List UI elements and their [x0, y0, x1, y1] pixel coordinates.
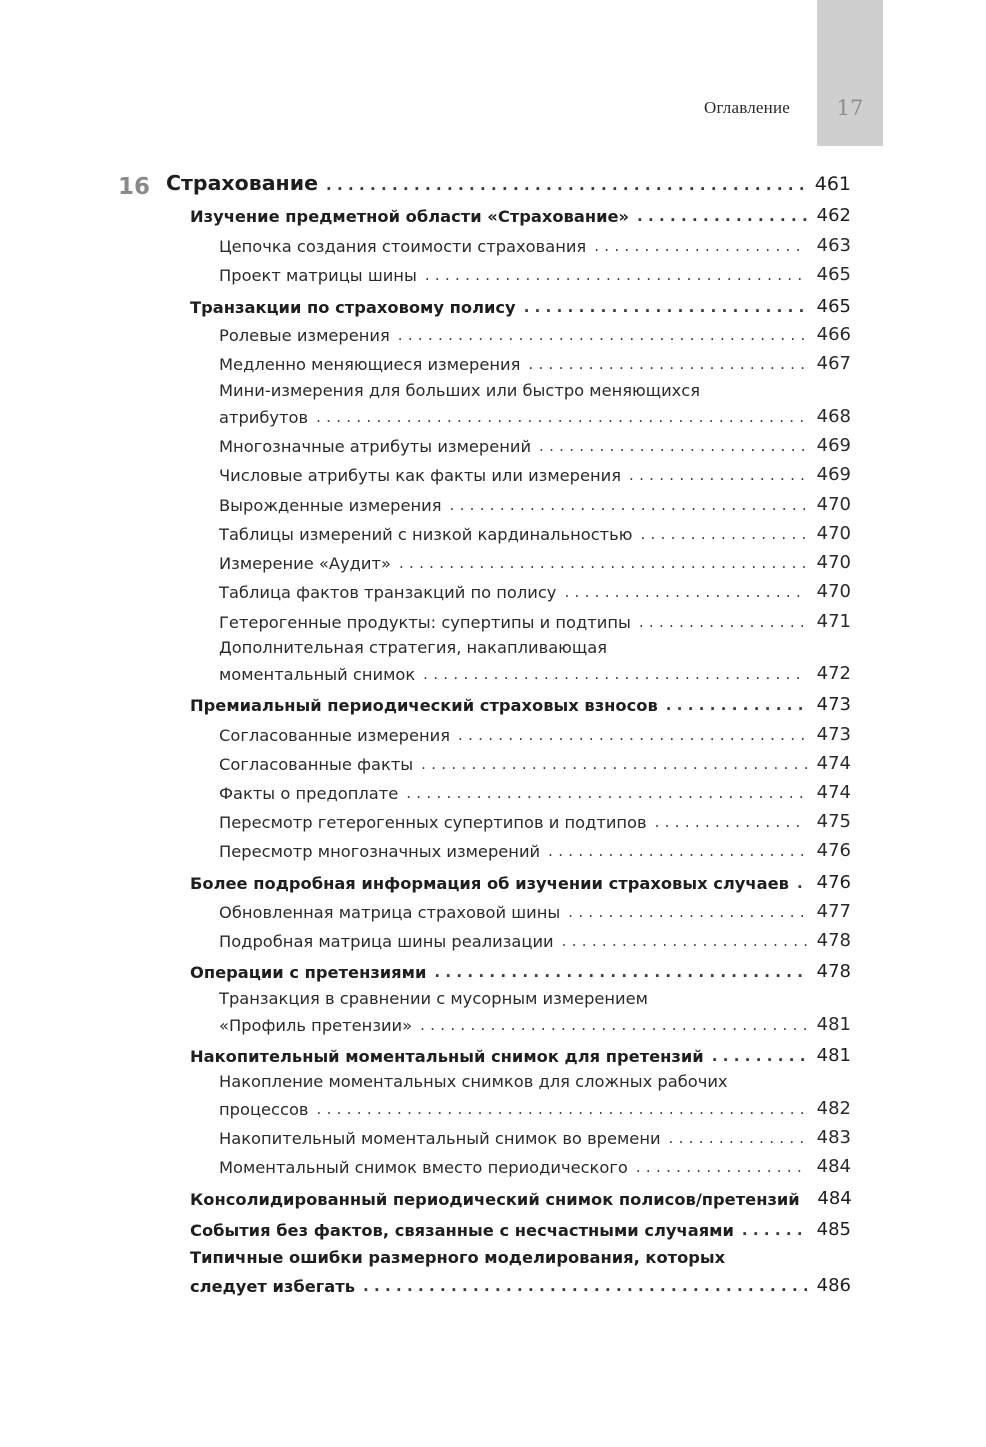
- toc-entry-page: 473: [816, 724, 851, 745]
- dot-leader: [399, 553, 807, 573]
- toc-entry-title: Изучение предметной области «Страхование»: [190, 207, 630, 226]
- toc-entry-page: 469: [816, 464, 851, 485]
- toc-entry-title: Консолидированный периодический снимок полисов/претензий: [190, 1190, 800, 1209]
- dot-leader: [524, 297, 807, 317]
- toc-entry-page: 476: [816, 872, 851, 893]
- dot-leader: [562, 931, 807, 951]
- dot-leader: [568, 902, 807, 922]
- toc-entry-page: 481: [816, 1014, 851, 1035]
- toc-entry-page: 465: [816, 296, 851, 317]
- dot-leader: [548, 841, 807, 861]
- dot-leader: [420, 1015, 807, 1035]
- chapter-entry[interactable]: [166, 171, 851, 195]
- toc-entry-page: 470: [816, 552, 851, 573]
- toc-subsection-entry[interactable]: [219, 837, 851, 861]
- toc-subsection-entry[interactable]: [219, 1124, 851, 1148]
- dot-leader: [539, 436, 807, 456]
- toc-entry-page: 472: [816, 663, 851, 684]
- toc-entry-page: 462: [816, 205, 851, 226]
- dot-leader: [363, 1276, 807, 1296]
- toc-entry-title: Ролевые измерения: [219, 326, 390, 345]
- toc-subsection-entry[interactable]: [219, 1011, 851, 1035]
- toc-entry-title: Пересмотр гетерогенных супертипов и подтипов: [219, 813, 647, 832]
- toc-entry-line1: Мини-измерения для больших или быстро меняющихся: [219, 381, 701, 400]
- toc-entry-title: Числовые атрибуты как факты или измерения: [219, 466, 621, 485]
- toc-entry-page: 463: [816, 235, 851, 256]
- toc-entry-page: 484: [816, 1156, 851, 1177]
- toc-entry-page: 477: [816, 901, 851, 922]
- dot-leader: [528, 354, 807, 374]
- toc-entry-page: 481: [816, 1045, 851, 1066]
- toc-entry-line1: Дополнительная стратегия, накапливающая: [219, 638, 607, 657]
- toc-entry-page: 469: [816, 435, 851, 456]
- toc-subsection-entry[interactable]: [219, 350, 851, 374]
- toc-entry-title: Согласованные факты: [219, 755, 414, 774]
- toc-subsection-entry[interactable]: [219, 461, 851, 485]
- dot-leader: [423, 664, 807, 684]
- toc-entry-page: 485: [816, 1219, 851, 1240]
- toc-entry-page: 482: [816, 1098, 851, 1119]
- dot-leader: [316, 407, 807, 427]
- toc-entry-title: Транзакции по страховому полису: [190, 298, 516, 317]
- toc-subsection-entry[interactable]: [219, 927, 851, 951]
- toc-entry-page: 486: [816, 1275, 851, 1296]
- toc-entry-line1: Типичные ошибки размерного моделирования, которых: [190, 1248, 726, 1267]
- toc-subsection-entry[interactable]: [219, 403, 851, 427]
- dot-leader: [458, 725, 807, 745]
- toc-entry-title: Согласованные измерения: [219, 726, 450, 745]
- toc-subsection-entry[interactable]: [219, 660, 851, 684]
- dot-leader: [317, 1099, 808, 1119]
- toc-entry-page: 475: [816, 811, 851, 832]
- toc-entry-page: 470: [816, 523, 851, 544]
- toc-section-entry[interactable]: [190, 869, 851, 893]
- dot-leader: [326, 175, 807, 195]
- toc-entry-page: 478: [816, 961, 851, 982]
- toc-subsection-entry[interactable]: [219, 232, 851, 256]
- toc-entry-title: Обновленная матрица страховой шины: [219, 903, 561, 922]
- toc-entry-title: Пересмотр многозначных измерений: [219, 842, 541, 861]
- toc-entry-title: Факты о предоплате: [219, 784, 399, 803]
- toc-subsection-entry[interactable]: [219, 1095, 851, 1119]
- toc-entry-page: 474: [816, 782, 851, 803]
- toc-entry-page: 470: [816, 494, 851, 515]
- dot-leader: [639, 612, 807, 632]
- toc-entry-title: Подробная матрица шины реализации: [219, 932, 554, 951]
- chapter-page: 461: [814, 173, 851, 195]
- toc-section-entry[interactable]: [190, 958, 851, 982]
- toc-entry-title: Вырожденные измерения: [219, 496, 442, 515]
- toc-entry-page: 465: [816, 264, 851, 285]
- dot-leader: [421, 754, 807, 774]
- toc-subsection-entry[interactable]: [219, 808, 851, 832]
- dot-leader: [398, 325, 807, 345]
- toc-subsection-entry[interactable]: [219, 578, 851, 602]
- toc-section-entry[interactable]: [190, 293, 851, 317]
- toc-entry-title: процессов: [219, 1100, 309, 1119]
- toc-entry-page: 483: [816, 1127, 851, 1148]
- dot-leader: [666, 695, 807, 715]
- toc-subsection-entry[interactable]: [219, 750, 851, 774]
- toc-entry-page: 484: [817, 1188, 852, 1209]
- toc-subsection-entry[interactable]: [219, 608, 851, 632]
- toc-section-entry[interactable]: [190, 1216, 851, 1240]
- toc-subsection-entry[interactable]: [219, 261, 851, 285]
- dot-leader: [640, 524, 807, 544]
- toc-entry-title: События без фактов, связанные с несчастными случаями: [190, 1221, 734, 1240]
- toc-entry-page: 466: [816, 324, 851, 345]
- dot-leader: [594, 236, 807, 256]
- dot-leader: [742, 1220, 807, 1240]
- dot-leader: [434, 962, 807, 982]
- toc-entry-page: 467: [816, 353, 851, 374]
- toc-entry-title: Медленно меняющиеся измерения: [219, 355, 521, 374]
- toc-entry-title: Цепочка создания стоимости страхования: [219, 237, 587, 256]
- toc-entry-page: 471: [816, 611, 851, 632]
- dot-leader: [669, 1128, 807, 1148]
- toc-entry-title: Накопительный моментальный снимок во времени: [219, 1129, 661, 1148]
- toc-section-entry[interactable]: [190, 1185, 851, 1209]
- toc-entry-title: атрибутов: [219, 408, 309, 427]
- dot-leader: [564, 582, 807, 602]
- toc-entry-title: моментальный снимок: [219, 665, 416, 684]
- toc-entry-title: Моментальный снимок вместо периодического: [219, 1158, 628, 1177]
- toc-entry-line1: Транзакция в сравнении с мусорным измерением: [219, 989, 648, 1008]
- dot-leader: [425, 265, 807, 285]
- toc-entry-title: Накопительный моментальный снимок для претензий: [190, 1047, 704, 1066]
- toc-entry-title: следует избегать: [190, 1277, 356, 1296]
- toc-entry-page: 470: [816, 581, 851, 602]
- toc-entry-title: Многозначные атрибуты измерений: [219, 437, 532, 456]
- toc-entry-title: Гетерогенные продукты: супертипы и подтипы: [219, 613, 631, 632]
- toc-section-entry[interactable]: [190, 202, 851, 226]
- toc-entry-title: Операции с претензиями: [190, 963, 427, 982]
- toc-subsection-entry[interactable]: [219, 549, 851, 573]
- dot-leader: [629, 465, 807, 485]
- dot-leader: [655, 812, 807, 832]
- page-number: 17: [836, 96, 864, 120]
- toc-entry-title: Проект матрицы шины: [219, 266, 417, 285]
- toc-subsection-entry[interactable]: [219, 1153, 851, 1177]
- dot-leader: [636, 1157, 807, 1177]
- toc-section-entry[interactable]: [190, 1272, 851, 1296]
- chapter-title: Страхование: [166, 171, 318, 195]
- toc-subsection-entry[interactable]: [219, 491, 851, 515]
- dot-leader: [406, 783, 807, 803]
- dot-leader: [712, 1046, 807, 1066]
- toc-subsection-entry[interactable]: [219, 721, 851, 745]
- toc-entry-title: Измерение «Аудит»: [219, 554, 391, 573]
- toc-entry-page: 473: [816, 694, 851, 715]
- toc-section-entry[interactable]: [190, 1042, 851, 1066]
- toc-entry-title: «Профиль претензии»: [219, 1016, 413, 1035]
- toc-entry-line1: Накопление моментальных снимков для сложных рабочих: [219, 1072, 728, 1091]
- toc-subsection-entry[interactable]: [219, 779, 851, 803]
- toc-entry-title: Более подробная информация об изучении страховых случаев: [190, 874, 789, 893]
- toc-subsection-entry[interactable]: [219, 520, 851, 544]
- toc-entry-title: Таблицы измерений с низкой кардинальностью: [219, 525, 633, 544]
- toc-entry-title: Премиальный периодический страховых взносов: [190, 696, 658, 715]
- toc-subsection-entry[interactable]: [219, 898, 851, 922]
- toc-entry-page: 468: [816, 406, 851, 427]
- dot-leader: [637, 206, 807, 226]
- toc-subsection-entry[interactable]: [219, 432, 851, 456]
- toc-section-entry[interactable]: [190, 691, 851, 715]
- toc-entry-page: 474: [816, 753, 851, 774]
- toc-entry-page: 478: [816, 930, 851, 951]
- toc-subsection-entry[interactable]: [219, 321, 851, 345]
- toc-entry-page: 476: [816, 840, 851, 861]
- chapter-number: 16: [118, 174, 151, 200]
- dot-leader: [450, 495, 807, 515]
- dot-leader: [797, 873, 807, 893]
- running-header: Оглавление: [704, 98, 790, 117]
- toc-entry-title: Таблица фактов транзакций по полису: [219, 583, 557, 602]
